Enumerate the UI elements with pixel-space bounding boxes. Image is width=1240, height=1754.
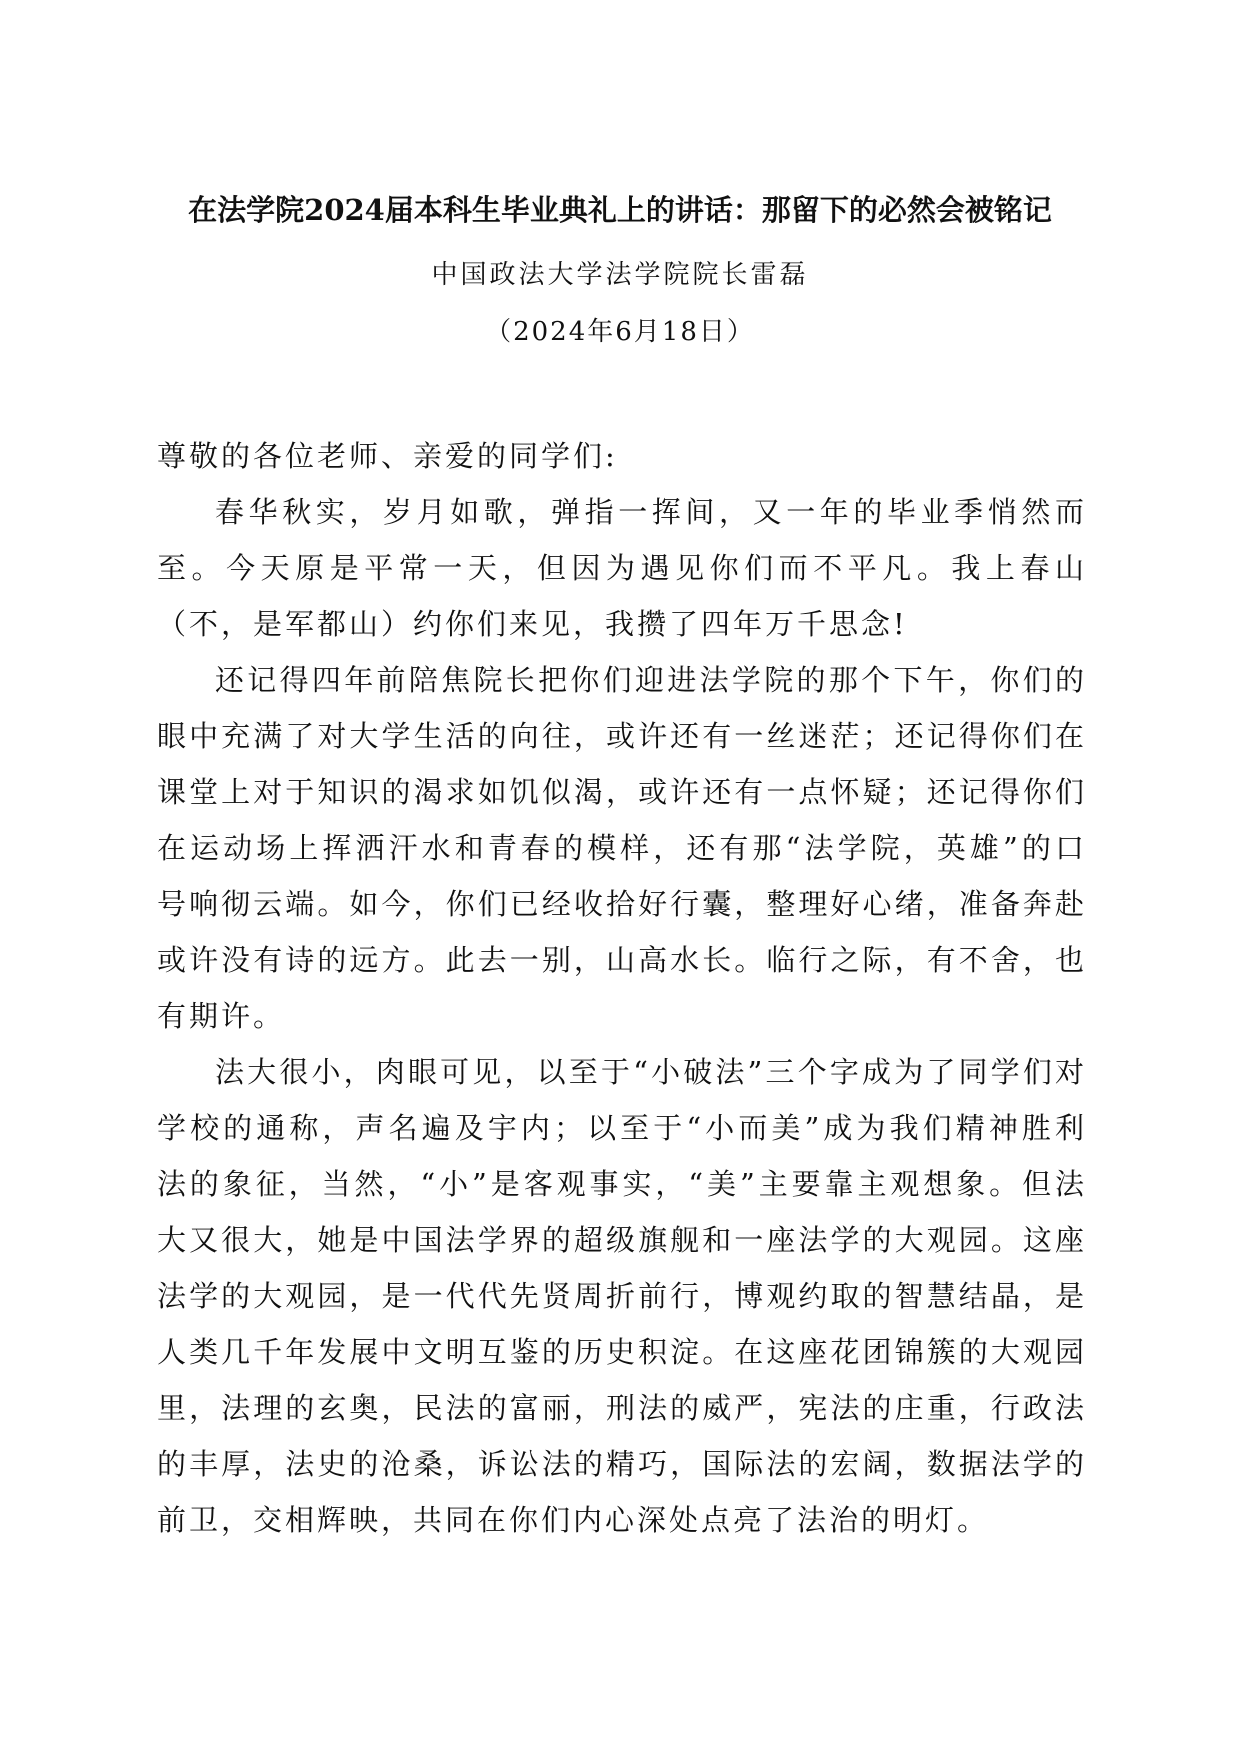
salutation: 尊敬的各位老师、亲爱的同学们: (157, 439, 618, 473)
paragraph-3: 法大很小，肉眼可见，以至于“小破法”三个字成为了同学们对学校的通称，声名遍及宇内；以至于“小而美”成为我们精神胜利法的象征，当然，“小”是客观事实，“美”主要靠主观想象。但法大又很大，她是中国法学界的超级旗舰和一座法学的大观园。这座法学的大观园，是一代代先贤周折前行，博观约取的智慧结晶，是人类几千年发展中文明互鉴的历史积淀。在这座花团锦簇的大观园里，法理的玄奥，民法的富丽，刑法的威严，宪法的庄重，行政法的丰厚，法史的沧桑，诉讼法的精巧，国际法的宏阔，数据法学的前卫，交相辉映，共同在你们内心深处点亮了法治的明灯。 (157, 1055, 1087, 1537)
document-author: 中国政法大学法学院院长雷磊 (431, 260, 809, 290)
document-body (157, 428, 1087, 1548)
document-date: （2024年6月18日） (485, 317, 755, 347)
paragraph-1: 春华秋实，岁月如歌，弹指一挥间，又一年的毕业季悄然而至。今天原是平常一天，但因为遇见你们而不平凡。我上春山（不，是军都山）约你们来见，我攒了四年万千思念! (157, 495, 1087, 641)
paragraph-2: 还记得四年前陪焦院长把你们迎进法学院的那个下午，你们的眼中充满了对大学生活的向往，或许还有一丝迷茫；还记得你们在课堂上对于知识的渴求如饥似渴，或许还有一点怀疑；还记得你们在运动场上挥洒汗水和青春的模样，还有那“法学院，英雄”的口号响彻云端。如今，你们已经收拾好行囊，整理好心绪，准备奔赴或许没有诗的远方。此去一别，山高水长。临行之际，有不舍，也有期许。 (157, 663, 1087, 1033)
document-title: 在法学院2024届本科生毕业典礼上的讲话：那留下的必然会被铭记 (188, 193, 1052, 227)
